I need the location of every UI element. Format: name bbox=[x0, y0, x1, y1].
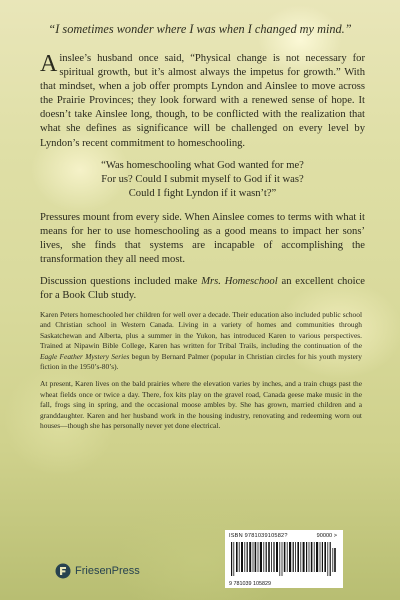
friesenpress-logo-icon bbox=[55, 563, 71, 579]
bio-p1-end: begun by Bernard Palmer (popular in Christian circles for his youth mystery fiction in the 1950’s-80’s). bbox=[40, 351, 363, 372]
drop-cap: A bbox=[40, 51, 58, 77]
book-blurb bbox=[40, 52, 365, 312]
blurb-paragraph-1 bbox=[40, 52, 365, 151]
blurb-quote-line: For us? Could I submit myself to God if it was? bbox=[101, 173, 304, 185]
bio-paragraph-2: At present, Karen lives on the bald prairies where the elevation varies by inches, and a train chugs past the wheat fields once or twice a day. There, fox kits play on the gravel road, Canada geese make music in the fall, frogs sing in spring, and the occasional moose ambles by. She has grown, married children and a granddaughter. Karen and her husband work in the housing industry, renovating and redeeming worn out houses—though she has personally never yet done electrical. bbox=[40, 379, 362, 431]
price-code: 90000 > bbox=[316, 533, 337, 539]
book-title-mention: Mrs. Homeschool bbox=[201, 276, 278, 288]
blurb-quote-line: “Was homeschooling what God wanted for me? bbox=[101, 159, 304, 171]
blurb-paragraph-2: Pressures mount from every side. When Ainslee comes to terms with what it means for her to use homeschooling as a good means to impact her sons’ lives, she finds that systems are incapable of accomplishing the transformation they all need most. bbox=[40, 211, 365, 266]
publisher-name: FriesenPress bbox=[75, 565, 140, 577]
bio-p1-start: Karen Peters homeschooled her children for well over a decade. Their education also included public school and Christian school in Western Canada. Living in a variety of homes and communities through Saskatchewan and Alberta, plus a summer in the Yukon, has introduced Karen to various perspectives. Trained at Nipawin Bible College, Karen has written for Tribal Trails, including the continuation of the bbox=[40, 310, 362, 351]
blurb-p3-end: an excellent choice for a Book Club study. bbox=[40, 276, 365, 302]
blurb-paragraph-1-text: inslee’s husband once said, “Physical change is not necessary for spiritual growth, but it’s almost always the impetus for growth.” With that mindset, when a job offer prompts Lyndon and Ainslee to move across the Prairie Provinces; they look forward with a renewed sense of hope. It doesn’t take Ainslee long, though, to be conflicted with the realization that what she defines as significance will be challenged on every level by Lyndon’s recent commitment to homeschooling. bbox=[40, 53, 365, 149]
blurb-paragraph-3 bbox=[40, 275, 365, 303]
isbn-barcode bbox=[225, 530, 343, 588]
top-quote: “I sometimes wonder where I was when I changed my mind.” bbox=[48, 22, 352, 36]
bio-paragraph-1 bbox=[40, 310, 362, 372]
author-bio bbox=[40, 310, 362, 438]
series-title-mention: Eagle Feather Mystery Series bbox=[40, 351, 130, 361]
barcode-digits: 9 781039 105829 bbox=[229, 581, 271, 587]
blurb-quote bbox=[40, 159, 365, 201]
blurb-quote-line: Could I fight Lyndon if it wasn’t?” bbox=[128, 187, 277, 199]
publisher-mark bbox=[55, 563, 140, 579]
isbn-label: ISBN 978103910582? bbox=[229, 533, 288, 539]
blurb-p3-start: Discussion questions included make bbox=[40, 276, 202, 288]
barcode-bars-icon bbox=[231, 542, 337, 580]
